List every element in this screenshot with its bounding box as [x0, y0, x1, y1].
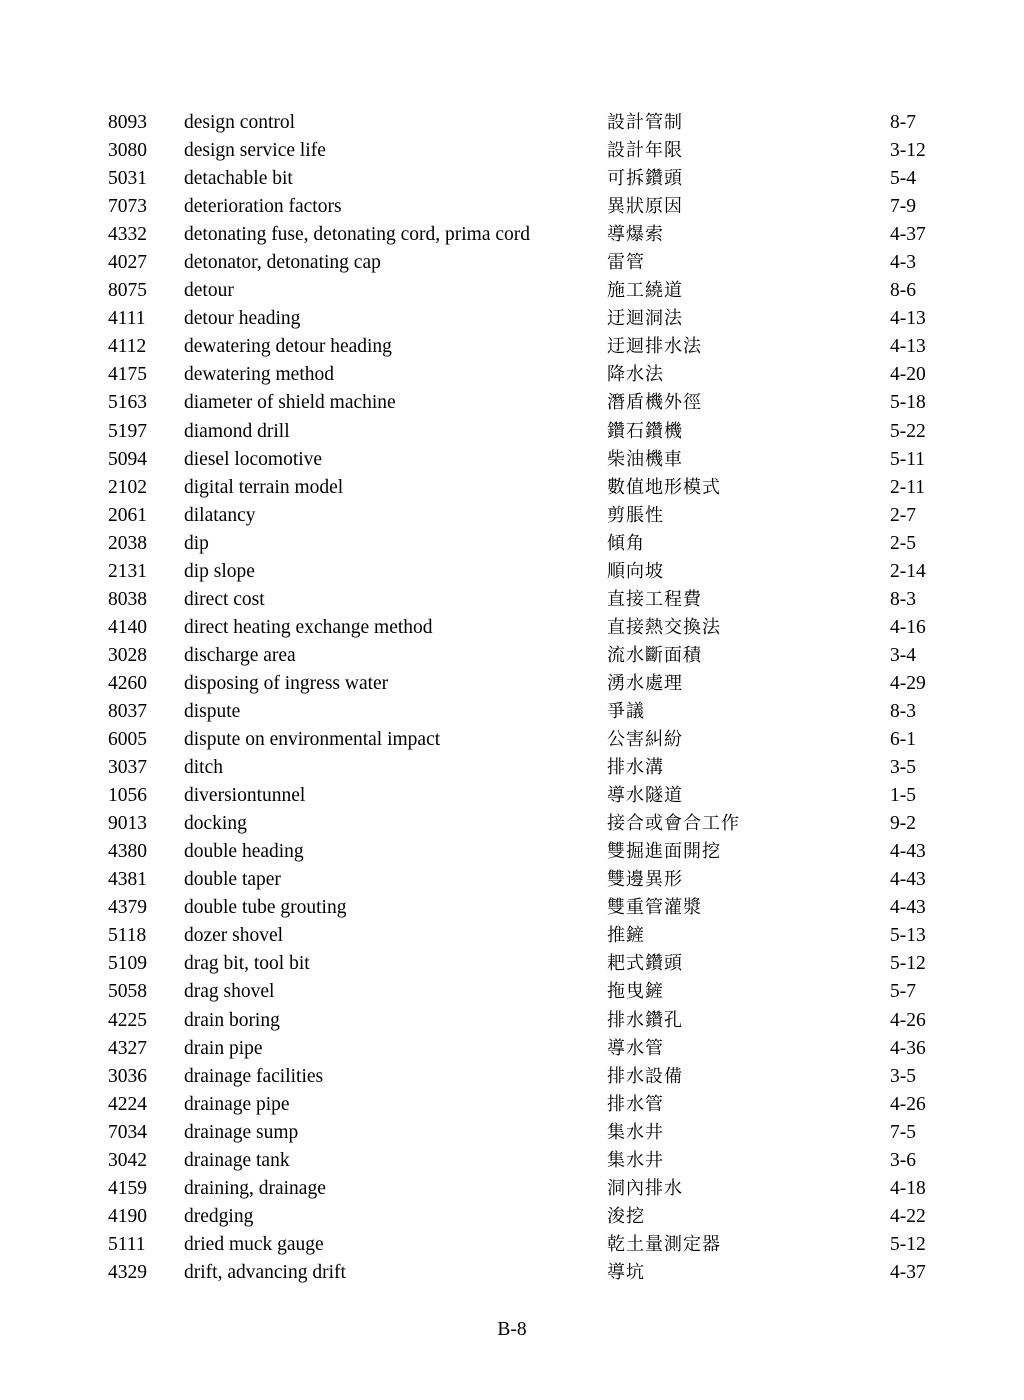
glossary-row — [0, 586, 1024, 614]
chinese-term: 導坑 — [607, 1261, 645, 1283]
chinese-term: 剪脹性 — [607, 504, 664, 526]
page-reference: 4-26 — [890, 1009, 926, 1031]
page-number: B-8 — [497, 1319, 527, 1340]
page-reference: 4-18 — [890, 1177, 926, 1199]
glossary-row — [0, 614, 1024, 642]
glossary-row — [0, 333, 1024, 361]
page-reference: 2-11 — [890, 476, 926, 498]
term-code: 4327 — [108, 1037, 147, 1059]
glossary-row — [0, 361, 1024, 389]
chinese-term: 直接工程費 — [607, 588, 702, 610]
english-term: double tube grouting — [184, 897, 347, 919]
chinese-term: 流水斷面積 — [607, 644, 702, 666]
chinese-term: 雙邊異形 — [607, 869, 683, 891]
english-term: digital terrain model — [184, 476, 344, 498]
chinese-term: 異狀原因 — [607, 196, 683, 218]
chinese-term: 柴油機車 — [607, 448, 683, 470]
page-reference: 4-43 — [890, 869, 926, 891]
page-reference: 2-5 — [890, 532, 916, 554]
english-term: drain pipe — [184, 1037, 263, 1059]
chinese-term: 浚挖 — [607, 1205, 645, 1227]
chinese-term: 導爆索 — [607, 224, 664, 246]
glossary-row — [0, 1007, 1024, 1035]
page-reference: 5-12 — [890, 1233, 926, 1255]
term-code: 4111 — [108, 308, 146, 330]
term-code: 5094 — [108, 448, 147, 470]
chinese-term: 傾角 — [607, 532, 645, 554]
page-reference: 2-7 — [890, 504, 916, 526]
english-term: drain boring — [184, 1009, 280, 1031]
english-term: diameter of shield machine — [184, 392, 396, 414]
chinese-term: 拖曳鏟 — [607, 981, 664, 1003]
term-code: 8093 — [108, 112, 147, 133]
glossary-row — [0, 642, 1024, 670]
glossary-row — [0, 670, 1024, 698]
term-code: 3036 — [108, 1065, 147, 1087]
chinese-term: 雷管 — [607, 252, 645, 274]
glossary-row — [0, 530, 1024, 558]
glossary-row — [0, 446, 1024, 474]
page-reference: 4-29 — [890, 672, 926, 694]
term-code: 9013 — [108, 813, 147, 835]
chinese-term: 推鏟 — [607, 925, 645, 947]
glossary-row — [0, 866, 1024, 894]
page-reference: 4-43 — [890, 897, 926, 919]
english-term: drainage tank — [184, 1149, 290, 1171]
term-code: 3042 — [108, 1149, 147, 1171]
page-reference: 4-22 — [890, 1205, 926, 1227]
glossary-row — [0, 277, 1024, 305]
term-code: 4190 — [108, 1205, 147, 1227]
page-reference: 4-43 — [890, 841, 926, 863]
glossary-table — [0, 109, 1024, 1287]
english-term: dilatancy — [184, 504, 256, 526]
chinese-term: 潛盾機外徑 — [607, 392, 702, 414]
english-term: detour heading — [184, 308, 301, 330]
term-code: 3080 — [108, 140, 147, 162]
english-term: design service life — [184, 140, 326, 162]
term-code: 8075 — [108, 280, 147, 302]
glossary-row — [0, 1231, 1024, 1259]
english-term: dredging — [184, 1205, 254, 1227]
chinese-term: 導水管 — [607, 1037, 664, 1059]
chinese-term: 數值地形模式 — [607, 476, 721, 498]
chinese-term: 施工繞道 — [607, 280, 683, 302]
glossary-row — [0, 1063, 1024, 1091]
term-code: 7073 — [108, 196, 147, 218]
page-reference: 4-3 — [890, 252, 916, 274]
chinese-term: 順向坡 — [607, 560, 664, 582]
term-code: 4260 — [108, 672, 147, 694]
glossary-row — [0, 389, 1024, 417]
page-reference: 5-18 — [890, 392, 926, 414]
term-code: 4027 — [108, 252, 147, 274]
chinese-term: 鑽石鑽機 — [607, 420, 683, 442]
english-term: dispute — [184, 700, 241, 722]
term-code: 7034 — [108, 1121, 147, 1143]
term-code: 5031 — [108, 168, 147, 190]
page-reference: 5-7 — [890, 981, 916, 1003]
chinese-term: 雙掘進面開挖 — [607, 841, 721, 863]
english-term: docking — [184, 813, 247, 835]
english-term: diamond drill — [184, 420, 290, 442]
glossary-row — [0, 782, 1024, 810]
english-term: ditch — [184, 757, 223, 779]
chinese-term: 雙重管灌漿 — [607, 897, 702, 919]
page-reference: 8-6 — [890, 280, 916, 302]
english-term: drainage sump — [184, 1121, 299, 1143]
term-code: 5118 — [108, 925, 147, 947]
english-term: double taper — [184, 869, 281, 891]
page-reference: 4-16 — [890, 616, 926, 638]
term-code: 4159 — [108, 1177, 147, 1199]
english-term: detonator, detonating cap — [184, 252, 381, 274]
term-code: 6005 — [108, 729, 147, 751]
english-term: draining, drainage — [184, 1177, 326, 1199]
chinese-term: 排水溝 — [607, 757, 664, 779]
glossary-row — [0, 726, 1024, 754]
chinese-term: 排水設備 — [607, 1065, 683, 1087]
page-reference: 5-4 — [890, 168, 916, 190]
page-reference: 4-13 — [890, 336, 926, 358]
english-term: disposing of ingress water — [184, 672, 389, 694]
glossary-row — [0, 558, 1024, 586]
term-code: 5163 — [108, 392, 147, 414]
page-reference: 2-14 — [890, 560, 926, 582]
page-reference: 5-12 — [890, 953, 926, 975]
chinese-term: 設計管制 — [607, 112, 683, 133]
chinese-term: 直接熱交換法 — [607, 616, 721, 638]
glossary-row — [0, 1147, 1024, 1175]
english-term: double heading — [184, 841, 304, 863]
page-reference: 9-2 — [890, 813, 916, 835]
glossary-row — [0, 1259, 1024, 1287]
term-code: 5197 — [108, 420, 147, 442]
chinese-term: 設計年限 — [607, 140, 683, 162]
term-code: 8038 — [108, 588, 147, 610]
page-reference: 3-4 — [890, 644, 916, 666]
english-term: discharge area — [184, 644, 296, 666]
term-code: 2061 — [108, 504, 147, 526]
glossary-row — [0, 1091, 1024, 1119]
page-reference: 7-9 — [890, 196, 916, 218]
glossary-row — [0, 950, 1024, 978]
glossary-row — [0, 249, 1024, 277]
english-term: drag shovel — [184, 981, 275, 1003]
page-reference: 3-5 — [890, 757, 916, 779]
glossary-row — [0, 165, 1024, 193]
term-code: 4140 — [108, 616, 147, 638]
chinese-term: 降水法 — [607, 364, 664, 386]
page-reference: 4-37 — [890, 224, 926, 246]
page-reference: 8-3 — [890, 700, 916, 722]
term-code: 4380 — [108, 841, 147, 863]
english-term: drainage pipe — [184, 1093, 290, 1115]
english-term: direct heating exchange method — [184, 616, 433, 638]
english-term: drift, advancing drift — [184, 1261, 346, 1283]
glossary-row — [0, 1119, 1024, 1147]
english-term: dip — [184, 532, 209, 554]
glossary-row — [0, 193, 1024, 221]
chinese-term: 集水井 — [607, 1121, 664, 1143]
english-term: diesel locomotive — [184, 448, 323, 470]
glossary-row — [0, 754, 1024, 782]
term-code: 4379 — [108, 897, 147, 919]
english-term: drainage facilities — [184, 1065, 324, 1087]
page-reference: 3-12 — [890, 140, 926, 162]
english-term: dried muck gauge — [184, 1233, 324, 1255]
chinese-term: 可拆鑽頭 — [607, 168, 683, 190]
chinese-term: 迂迴排水法 — [607, 336, 702, 358]
english-term: diversiontunnel — [184, 785, 306, 807]
chinese-term: 湧水處理 — [607, 672, 683, 694]
glossary-row — [0, 109, 1024, 137]
chinese-term: 集水井 — [607, 1149, 664, 1171]
english-term: drag bit, tool bit — [184, 953, 310, 975]
term-code: 1056 — [108, 785, 147, 807]
english-term: detonating fuse, detonating cord, prima cord — [184, 224, 531, 246]
glossary-row — [0, 137, 1024, 165]
english-term: detachable bit — [184, 168, 293, 190]
english-term: dewatering method — [184, 364, 334, 386]
chinese-term: 導水隧道 — [607, 785, 683, 807]
term-code: 3037 — [108, 757, 147, 779]
chinese-term: 接合或會合工作 — [607, 813, 740, 835]
english-term: dip slope — [184, 560, 255, 582]
page-reference: 7-5 — [890, 1121, 916, 1143]
page-reference: 4-26 — [890, 1093, 926, 1115]
term-code: 4224 — [108, 1093, 147, 1115]
glossary-row — [0, 221, 1024, 249]
page-reference: 5-11 — [890, 448, 926, 470]
english-term: design control — [184, 112, 296, 133]
page-reference: 5-22 — [890, 420, 926, 442]
page-reference: 3-6 — [890, 1149, 916, 1171]
glossary-row — [0, 698, 1024, 726]
chinese-term: 迂迴洞法 — [607, 308, 683, 330]
chinese-term: 排水管 — [607, 1093, 664, 1115]
term-code: 4329 — [108, 1261, 147, 1283]
glossary-row — [0, 1175, 1024, 1203]
chinese-term: 爭議 — [607, 700, 645, 722]
english-term: dispute on environmental impact — [184, 729, 441, 751]
english-term: direct cost — [184, 588, 265, 610]
english-term: detour — [184, 280, 234, 302]
page-reference: 3-5 — [890, 1065, 916, 1087]
glossary-row — [0, 502, 1024, 530]
chinese-term: 公害糾紛 — [607, 729, 683, 751]
glossary-row — [0, 978, 1024, 1006]
page-reference: 1-5 — [890, 785, 916, 807]
term-code: 4381 — [108, 869, 147, 891]
page-reference: 4-37 — [890, 1261, 926, 1283]
term-code: 4112 — [108, 336, 147, 358]
page-reference: 8-3 — [890, 588, 916, 610]
page-reference: 8-7 — [890, 112, 916, 133]
english-term: dewatering detour heading — [184, 336, 392, 358]
page-reference: 4-36 — [890, 1037, 926, 1059]
term-code: 4175 — [108, 364, 147, 386]
term-code: 4332 — [108, 224, 147, 246]
term-code: 3028 — [108, 644, 147, 666]
term-code: 5111 — [108, 1233, 146, 1255]
glossary-row — [0, 305, 1024, 333]
glossary-row — [0, 838, 1024, 866]
glossary-row — [0, 418, 1024, 446]
term-code: 5109 — [108, 953, 147, 975]
glossary-row — [0, 1203, 1024, 1231]
term-code: 2038 — [108, 532, 147, 554]
chinese-term: 排水鑽孔 — [607, 1009, 683, 1031]
glossary-row — [0, 1035, 1024, 1063]
chinese-term: 乾土量測定器 — [607, 1233, 721, 1255]
term-code: 4225 — [108, 1009, 147, 1031]
page-reference: 6-1 — [890, 729, 916, 751]
term-code: 2102 — [108, 476, 147, 498]
page-reference: 4-13 — [890, 308, 926, 330]
term-code: 8037 — [108, 700, 147, 722]
english-term: dozer shovel — [184, 925, 284, 947]
glossary-row — [0, 894, 1024, 922]
page-reference: 5-13 — [890, 925, 926, 947]
glossary-row — [0, 810, 1024, 838]
page-reference: 4-20 — [890, 364, 926, 386]
term-code: 2131 — [108, 560, 147, 582]
glossary-row — [0, 922, 1024, 950]
term-code: 5058 — [108, 981, 147, 1003]
chinese-term: 耙式鑽頭 — [607, 953, 683, 975]
chinese-term: 洞內排水 — [607, 1177, 683, 1199]
glossary-row — [0, 474, 1024, 502]
english-term: deterioration factors — [184, 196, 342, 218]
